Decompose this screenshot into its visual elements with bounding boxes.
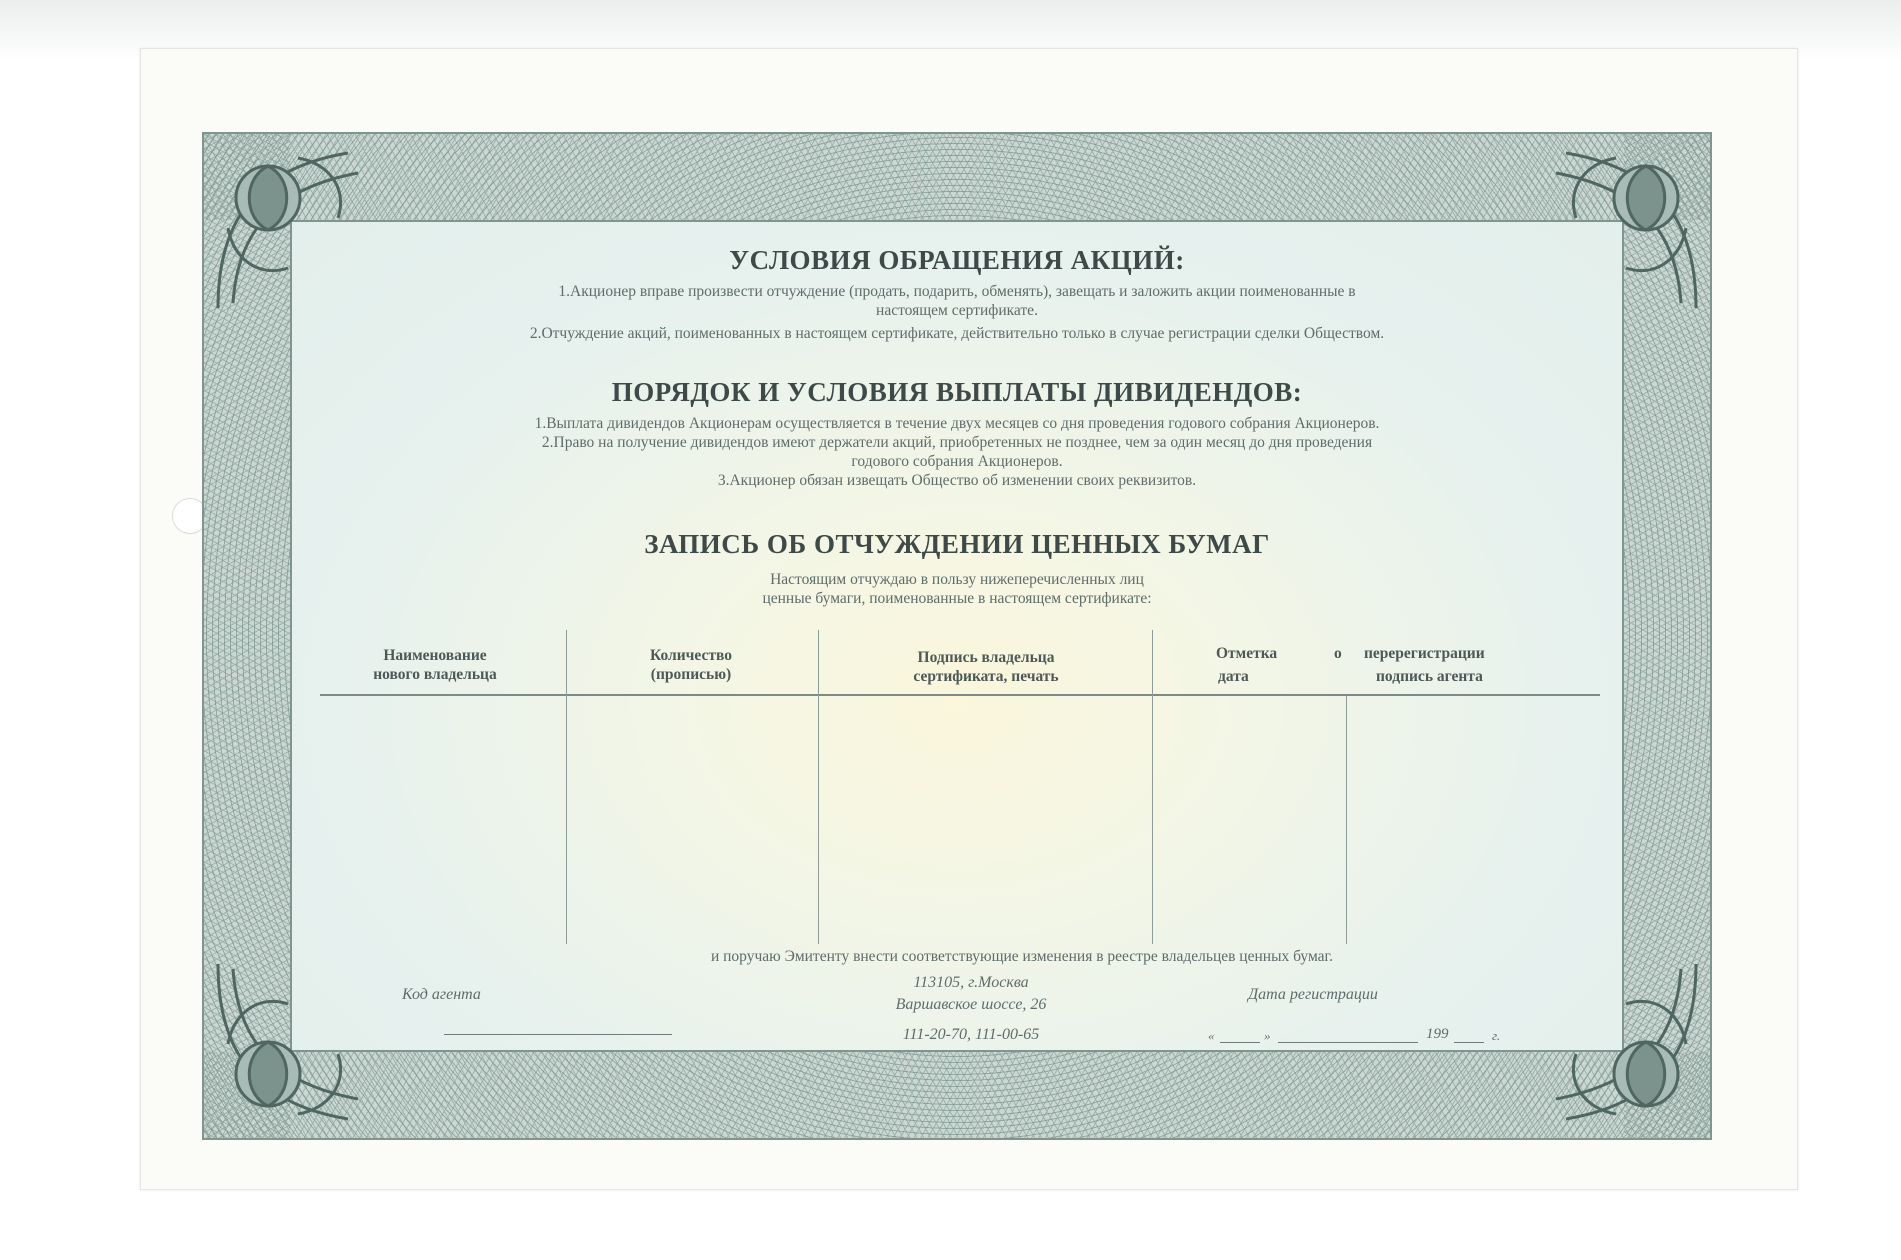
section-circulation [316, 244, 1598, 343]
instruction-text: и поручаю Эмитенту внести соответствующие изменения в реестре владельцев ценных бумаг. [710, 948, 1334, 965]
section-dividends-line4: 3.Акционер обязан извещать Общество об изменении своих реквизитов. [717, 472, 1197, 489]
col-header-owner-line1: Наименование [383, 647, 487, 664]
date-year-line [1454, 1042, 1484, 1043]
section-alienation-line1: Настоящим отчуждаю в пользу нижеперечисленных лиц [770, 571, 1144, 588]
date-month-line [1278, 1042, 1418, 1043]
col-header-rereg-date: дата [1218, 668, 1249, 685]
col-header-rereg-o: о [1334, 645, 1342, 662]
section-circulation-title: УСЛОВИЯ ОБРАЩЕНИЯ АКЦИЙ: [729, 245, 1185, 275]
col-header-reregistration [1216, 644, 1596, 686]
date-close-quote: » [1264, 1028, 1271, 1043]
section-dividends-line3: годового собрания Акционеров. [851, 453, 1063, 470]
col-header-quantity [586, 646, 796, 684]
table-header-rule [320, 694, 1600, 696]
section-circulation-line3: 2.Отчуждение акций, поименованных в настоящем сертификате, действительно только в случае регистрации сделки Обществом. [529, 325, 1385, 342]
section-alienation-line2: ценные бумаги, поименованные в настоящем сертификате: [762, 590, 1152, 607]
col-header-owner [340, 646, 530, 684]
col-header-signature-line1: Подпись владельца [917, 649, 1055, 666]
section-alienation-title: ЗАПИСЬ ОБ ОТЧУЖДЕНИИ ЦЕННЫХ БУМАГ [644, 529, 1270, 559]
certificate-content [316, 234, 1598, 1054]
border-pattern-bottom [204, 1052, 1710, 1138]
col-header-quantity-line2: (прописью) [650, 666, 732, 683]
section-dividends-line1: 1.Выплата дивидендов Акционерам осуществляется в течение двух месяцев со дня проведения годового собрания Акционеров. [534, 415, 1380, 432]
col-header-quantity-line1: Количество [650, 647, 732, 664]
date-suffix: г. [1492, 1028, 1501, 1043]
col-header-signature [866, 648, 1106, 686]
agent-code-line [444, 1034, 672, 1035]
agent-code-label: Код агента [402, 986, 481, 1003]
section-circulation-line1: 1.Акционер вправе произвести отчуждение (продать, подарить, обменять), завещать и заложить акции поименованные в [558, 283, 1356, 300]
reg-date-label: Дата регистрации [1248, 986, 1378, 1003]
section-dividends [316, 376, 1598, 490]
col-header-rereg-word: перерегистрации [1364, 645, 1485, 662]
col-header-rereg-mark: Отметка [1216, 645, 1278, 662]
col-header-rereg-agent: подпись агента [1376, 668, 1483, 685]
address-line1: 113105, г.Москва [913, 974, 1029, 991]
section-alienation [316, 528, 1598, 608]
reg-date-field [1208, 1028, 1528, 1050]
border-pattern-top [204, 134, 1710, 220]
address-line2: Варшавское шоссе, 26 [895, 996, 1047, 1013]
date-day-line [1220, 1042, 1260, 1043]
col-header-signature-line2: сертификата, печать [913, 668, 1059, 685]
section-dividends-title: ПОРЯДОК И УСЛОВИЯ ВЫПЛАТЫ ДИВИДЕНДОВ: [611, 377, 1303, 407]
date-year: 199 [1426, 1026, 1449, 1042]
table-divider-1 [566, 630, 567, 944]
date-open-quote: « [1208, 1028, 1215, 1043]
table-divider-3 [1152, 630, 1153, 944]
section-circulation-line2: настоящем сертификате. [876, 302, 1038, 319]
table-divider-2 [818, 630, 819, 944]
phones: 111-20-70, 111-00-65 [902, 1026, 1040, 1043]
col-header-owner-line2: нового владельца [373, 666, 497, 683]
section-dividends-line2: 2.Право на получение дивидендов имеют держатели акций, приобретенных не позднее, чем за один месяц до дня проведения [541, 434, 1373, 451]
table-divider-4 [1346, 696, 1347, 944]
